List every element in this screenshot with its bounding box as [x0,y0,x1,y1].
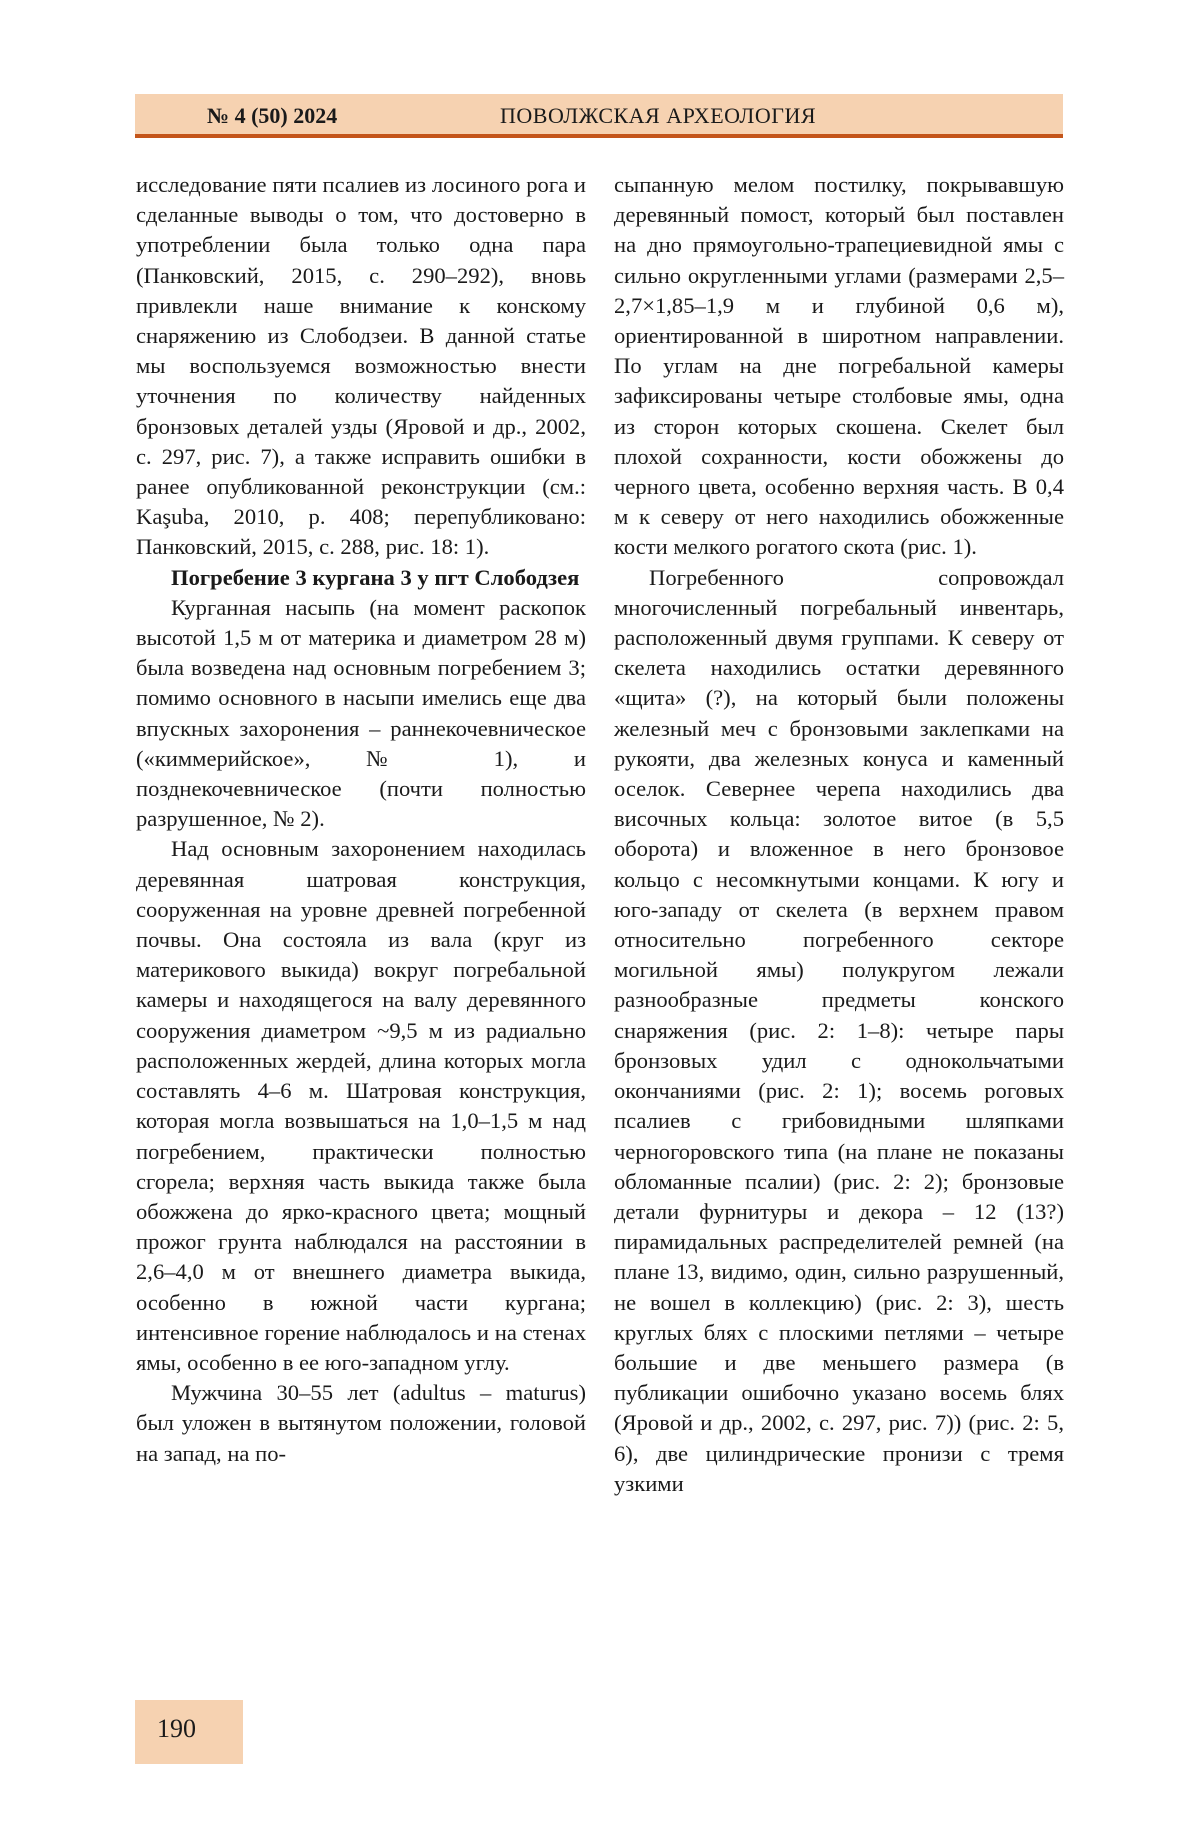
section-heading: Погребение 3 кургана 3 у пгт Слободзея [171,564,580,590]
paragraph-3: Над основным захоронением находилась деревянная шатровая конструкция, сооруженная на уровне древней погребенной почвы. Она состояла из вала (круг из материкового выкида) вокруг погребальной камеры и находящегося на валу деревянного сооружения диаметром ~9,5 м из радиально расположенных жердей, длина которых могла составлять 4–6 м. Шатровая конструкция, которая могла возвышаться на 1,0–1,5 м над погребением, практически полностью сгорела; верхняя часть выкида также была обожжена до ярко-красного цвета; мощный прожог грунта наблюдался на расстоянии в 2,6–4,0 м от внешнего диаметра выкида, особенно в южной части кургана; интенсивное горение наблюдалось и на стенах ямы, особенно в ее юго-западном углу. [136,836,586,1375]
journal-title: ПОВОЛЖСКАЯ АРХЕОЛОГИЯ [500,103,817,128]
left-column [136,170,586,1469]
paragraph-6: Погребенного сопровождал многочисленный погребальный инвентарь, расположенный двумя группами. К северу от скелета находились остатки деревянного «щита» (?), на который были положены железный меч с бронзовыми заклепками на рукояти, два железных конуса и каменный оселок. Севернее черепа находились два височных кольца: золотое витое (в 5,5 оборота) и вложенное в него бронзовое кольцо с несомкнутыми концами. К югу и юго-западу от скелета (в верхнем правом относительно погребенного секторе могильной ямы) полукругом лежали разнообразные предметы конского снаряжения (рис. 2: 1–8): четыре пары бронзовых удил с однокольчатыми окончаниями (рис. 2: 1); восемь роговых псалиев с грибовидными шляпками черногоровского типа (на плане не показаны обломанные псалии) (рис. 2: 2); бронзовые детали фурнитуры и декора – 12 (13?) пирамидальных распределителей ремней (на плане 13, видимо, один, сильно разрушенный, не вошел в коллекцию) (рис. 2: 3), шесть круглых блях с плоскими петлями – четыре большие и две меньшего размера (в публикации ошибочно указано восемь блях (Яровой и др., 2002, с. 297, рис. 7)) (рис. 2: 5, 6), две цилиндрические пронизи с тремя узкими [614,564,1064,1496]
paragraph-2: Курганная насыпь (на момент раскопок высотой 1,5 м от материка и диаметром 28 м) была возведена над основным погребением 3; помимо основного в насыпи имелись еще два впускных захоронения – раннекочевническое («киммерийское», № 1), и позднекочевническое (почти полностью разрушенное, № 2). [136,594,586,832]
issue-number: № 4 (50) 2024 [207,103,338,128]
running-header [135,94,1063,138]
paragraph-4: Мужчина 30–55 лет (adultus – maturus) был уложен в вытянутом положении, головой на запад, на по- [136,1380,586,1466]
page-number: 190 [157,1714,196,1743]
paragraph-1: исследование пяти псалиев из лосиного рога и сделанные выводы о том, что достоверно в употреблении была только одна пара (Панковский, 2015, с. 290–292), вновь привлекли наше внимание к конскому снаряжению из Слободзеи. В данной статье мы воспользуемся возможностью внести уточнения по количеству найденных бронзовых деталей узды (Яровой и др., 2002, с. 297, рис. 7), а также исправить ошибки в ранее опубликованной реконструкции (см.: Kaşuba, 2010, p. 408; перепубликовано: Панковский, 2015, с. 288, рис. 18: 1). [136,172,586,560]
page-number-box [135,1700,243,1764]
right-column [614,170,1064,1499]
paragraph-5: сыпанную мелом постилку, покрывавшую деревянный помост, который был поставлен на дно прямоугольно-трапециевидной ямы с сильно округленными углами (размерами 2,5–2,7×1,85–1,9 м и глубиной 0,6 м), ориентированной в широтном направлении. По углам на дне погребальной камеры зафиксированы четыре столбовые ямы, одна из сторон которых скошена. Скелет был плохой сохранности, кости обожжены до черного цвета, особенно верхняя часть. В 0,4 м к северу от него находились обожженные кости мелкого рогатого скота (рис. 1). [614,172,1064,560]
